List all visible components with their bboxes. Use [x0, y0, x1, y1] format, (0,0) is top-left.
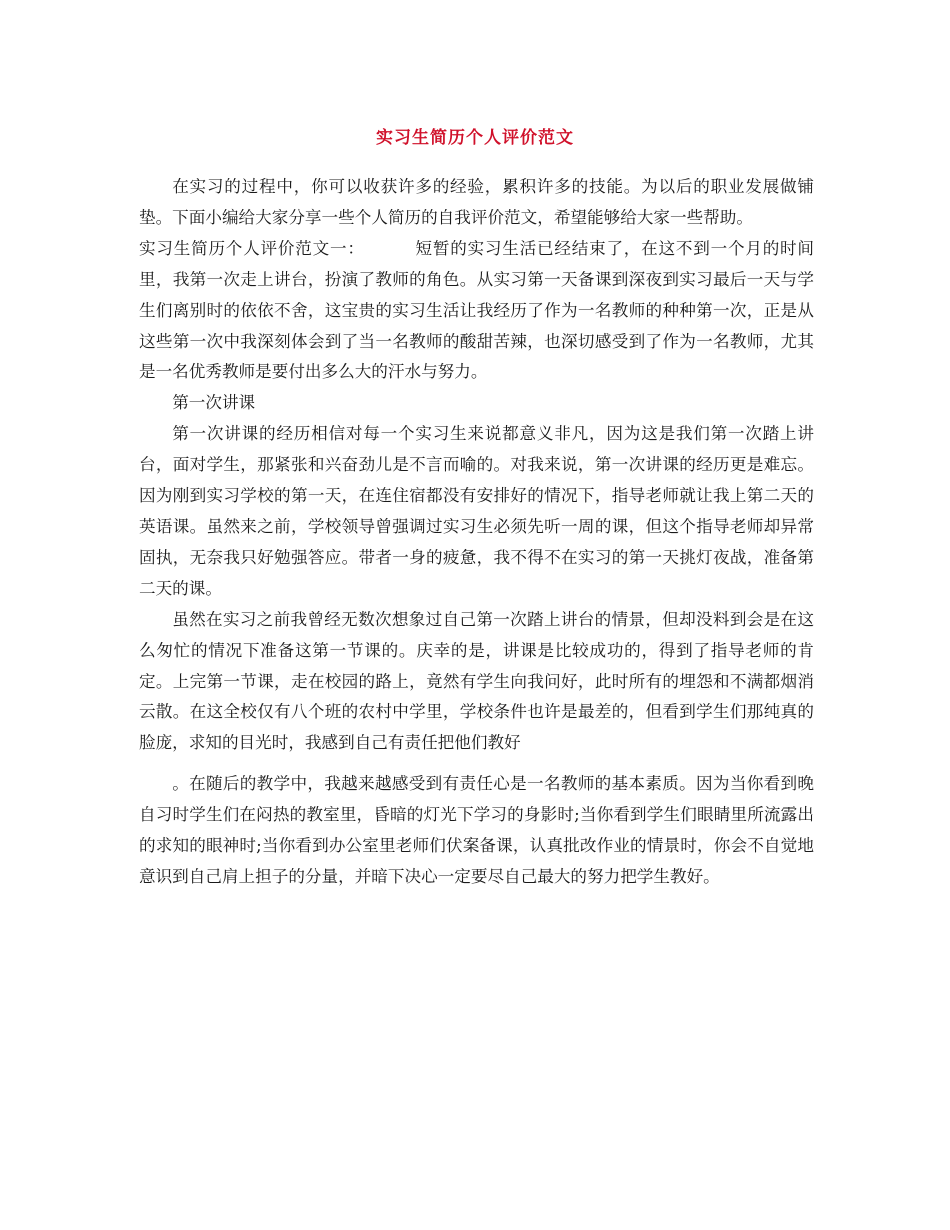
subheading-first-lecture: 第一次讲课 [172, 393, 256, 413]
sample-first-text: 短暂的实习生活已经结束了，在这不到一个月的时间里，我第一次走上讲台，扮演了教师的角色。从实习第一天备课到深夜到实习最后一天与学生们离别时的依依不舍，这宝贵的实习生活让我经历了作为一名教师的种种第一次，正是从这些第一次中我深刻体会到了当一名教师的酸甜苦辣，也深切感受到了作为一名教师，尤其是一名优秀教师是要付出多么大的汗水与努力。 [139, 238, 815, 382]
body-paragraph-3: 。在随后的教学中，我越来越感受到有责任心是一名教师的基本素质。因为当你看到晚自习时学生们在闷热的教室里，昏暗的灯光下学习的身影时;当你看到学生们眼睛里所流露出的求知的眼神时;当你看到办公室里老师们伏案备课，认真批改作业的情景时，你会不自觉地意识到自己肩上担子的分量，并暗下决心一定要尽自己最大的努力把学生教好。 [139, 774, 814, 886]
body-paragraph-2: 虽然在实习之前我曾经无数次想象过自己第一次踏上讲台的情景，但却没料到会是在这么匆忙的情况下准备这第一节课的。庆幸的是，讲课是比较成功的，得到了指导老师的肯定。上完第一节课，走在校园的路上，竟然有学生向我问好，此时所有的埋怨和不满都烟消云散。在这全校仅有八个班的农村中学里，学校条件也许是最差的，但看到学生们那纯真的脸庞，求知的目光时，我感到自己有责任把他们教好 [139, 609, 814, 753]
sample-paragraph [139, 234, 814, 389]
document-body [139, 172, 814, 893]
intro-paragraph: 在实习的过程中，你可以收获许多的经验，累积许多的技能。为以后的职业发展做铺垫。下面小编给大家分享一些个人简历的自我评价范文，希望能够给大家一些帮助。 [139, 177, 814, 227]
body-paragraph-1: 第一次讲课的经历相信对每一个实习生来说都意义非凡，因为这是我们第一次踏上讲台，面对学生，那紧张和兴奋劲儿是不言而喻的。对我来说，第一次讲课的经历更是难忘。因为刚到实习学校的第一天，在连住宿都没有安排好的情况下，指导老师就让我上第二天的英语课。虽然来之前，学校领导曾强调过实习生必须先听一周的课，但这个指导老师却异常固执，无奈我只好勉强答应。带者一身的疲惫，我不得不在实习的第一天挑灯夜战，准备第二天的课。 [139, 424, 814, 598]
sample-heading: 实习生简历个人评价范文一： [139, 238, 365, 258]
document-title: 实习生简历个人评价范文 [376, 128, 574, 148]
